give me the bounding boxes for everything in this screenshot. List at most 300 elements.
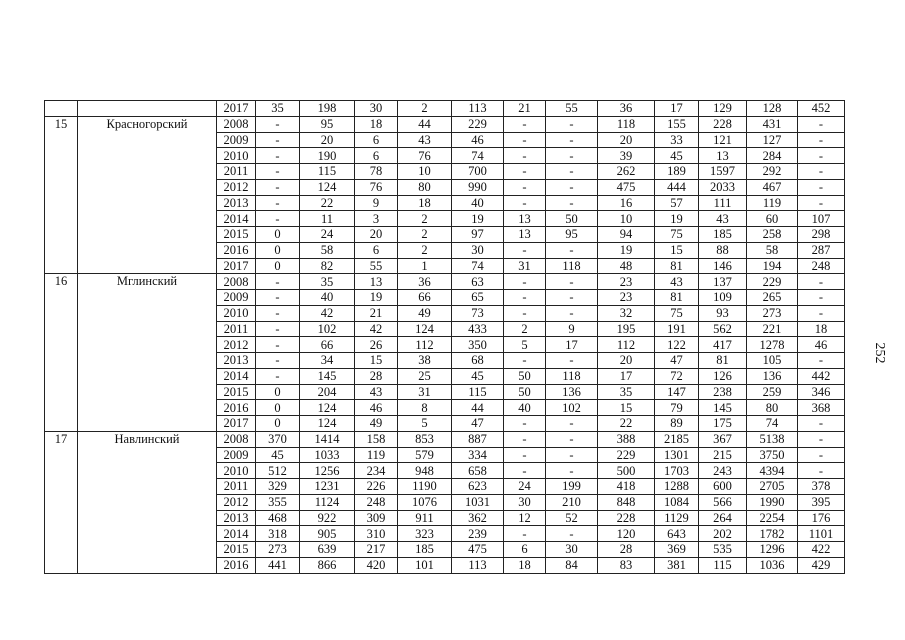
value-cell: 189: [655, 164, 699, 180]
value-cell: 49: [355, 416, 398, 432]
value-cell: 47: [452, 416, 504, 432]
value-cell: 273: [256, 542, 300, 558]
value-cell: 562: [699, 321, 747, 337]
value-cell: -: [256, 274, 300, 290]
value-cell: 13: [699, 148, 747, 164]
value-cell: -: [504, 447, 546, 463]
value-cell: 1190: [398, 479, 452, 495]
value-cell: 26: [355, 337, 398, 353]
value-cell: 658: [452, 463, 504, 479]
district-name-cell: Красногорский: [78, 116, 217, 274]
value-cell: -: [256, 368, 300, 384]
value-cell: 3750: [747, 447, 798, 463]
value-cell: 101: [398, 557, 452, 573]
value-cell: 21: [355, 305, 398, 321]
value-cell: 848: [598, 494, 655, 510]
value-cell: 40: [452, 195, 504, 211]
value-cell: 355: [256, 494, 300, 510]
value-cell: 76: [398, 148, 452, 164]
year-cell: 2012: [217, 494, 256, 510]
value-cell: 292: [747, 164, 798, 180]
value-cell: -: [798, 132, 845, 148]
value-cell: 43: [655, 274, 699, 290]
value-cell: 31: [398, 384, 452, 400]
value-cell: 238: [699, 384, 747, 400]
value-cell: 42: [300, 305, 355, 321]
value-cell: 15: [655, 242, 699, 258]
value-cell: 452: [798, 101, 845, 117]
value-cell: 1703: [655, 463, 699, 479]
value-cell: 82: [300, 258, 355, 274]
year-cell: 2014: [217, 526, 256, 542]
year-cell: 2012: [217, 179, 256, 195]
value-cell: 115: [452, 384, 504, 400]
value-cell: -: [798, 195, 845, 211]
value-cell: 127: [747, 132, 798, 148]
value-cell: 512: [256, 463, 300, 479]
value-cell: 44: [452, 400, 504, 416]
value-cell: 905: [300, 526, 355, 542]
value-cell: 118: [546, 368, 598, 384]
value-cell: 147: [655, 384, 699, 400]
value-cell: 5: [398, 416, 452, 432]
value-cell: 853: [398, 431, 452, 447]
value-cell: 45: [256, 447, 300, 463]
value-cell: 10: [598, 211, 655, 227]
value-cell: 115: [300, 164, 355, 180]
value-cell: 145: [699, 400, 747, 416]
value-cell: 431: [747, 116, 798, 132]
value-cell: 217: [355, 542, 398, 558]
value-cell: 329: [256, 479, 300, 495]
value-cell: 12: [504, 510, 546, 526]
value-cell: 444: [655, 179, 699, 195]
value-cell: -: [256, 321, 300, 337]
value-cell: 50: [504, 368, 546, 384]
value-cell: -: [256, 211, 300, 227]
value-cell: 17: [655, 101, 699, 117]
year-cell: 2017: [217, 258, 256, 274]
year-cell: 2008: [217, 116, 256, 132]
value-cell: 243: [699, 463, 747, 479]
statistics-table-container: [44, 100, 844, 574]
value-cell: 1: [398, 258, 452, 274]
value-cell: -: [504, 242, 546, 258]
year-cell: 2016: [217, 400, 256, 416]
value-cell: -: [546, 274, 598, 290]
value-cell: 334: [452, 447, 504, 463]
value-cell: 46: [355, 400, 398, 416]
year-cell: 2017: [217, 416, 256, 432]
value-cell: 600: [699, 479, 747, 495]
value-cell: 362: [452, 510, 504, 526]
value-cell: 45: [655, 148, 699, 164]
value-cell: 2185: [655, 431, 699, 447]
value-cell: 124: [398, 321, 452, 337]
value-cell: 73: [452, 305, 504, 321]
value-cell: -: [256, 337, 300, 353]
value-cell: 97: [452, 227, 504, 243]
page-number: 252: [872, 342, 887, 364]
value-cell: 190: [300, 148, 355, 164]
value-cell: -: [504, 526, 546, 542]
value-cell: 229: [452, 116, 504, 132]
value-cell: 9: [355, 195, 398, 211]
year-cell: 2009: [217, 447, 256, 463]
value-cell: 388: [598, 431, 655, 447]
value-cell: 1301: [655, 447, 699, 463]
value-cell: 137: [699, 274, 747, 290]
table-row: [45, 116, 845, 132]
value-cell: 20: [355, 227, 398, 243]
value-cell: 94: [598, 227, 655, 243]
value-cell: 248: [798, 258, 845, 274]
value-cell: 287: [798, 242, 845, 258]
value-cell: -: [798, 447, 845, 463]
value-cell: 36: [398, 274, 452, 290]
value-cell: -: [546, 242, 598, 258]
value-cell: 58: [300, 242, 355, 258]
value-cell: 433: [452, 321, 504, 337]
value-cell: 119: [747, 195, 798, 211]
value-cell: 2: [398, 227, 452, 243]
value-cell: 47: [655, 353, 699, 369]
district-number-cell: [45, 101, 78, 117]
value-cell: 643: [655, 526, 699, 542]
value-cell: 43: [355, 384, 398, 400]
value-cell: 18: [504, 557, 546, 573]
value-cell: -: [504, 179, 546, 195]
value-cell: 35: [256, 101, 300, 117]
district-name-cell: Мглинский: [78, 274, 217, 432]
value-cell: 11: [300, 211, 355, 227]
value-cell: 198: [300, 101, 355, 117]
value-cell: 19: [452, 211, 504, 227]
value-cell: 25: [398, 368, 452, 384]
value-cell: -: [504, 274, 546, 290]
value-cell: 229: [598, 447, 655, 463]
value-cell: 50: [504, 384, 546, 400]
value-cell: 381: [655, 557, 699, 573]
value-cell: -: [256, 132, 300, 148]
year-cell: 2014: [217, 368, 256, 384]
value-cell: 4394: [747, 463, 798, 479]
value-cell: -: [798, 463, 845, 479]
value-cell: 1414: [300, 431, 355, 447]
year-cell: 2015: [217, 542, 256, 558]
value-cell: -: [504, 290, 546, 306]
value-cell: -: [504, 164, 546, 180]
value-cell: 417: [699, 337, 747, 353]
value-cell: 129: [699, 101, 747, 117]
value-cell: 2705: [747, 479, 798, 495]
value-cell: 378: [798, 479, 845, 495]
value-cell: 8: [398, 400, 452, 416]
value-cell: -: [504, 305, 546, 321]
value-cell: 31: [504, 258, 546, 274]
year-cell: 2008: [217, 274, 256, 290]
value-cell: 39: [598, 148, 655, 164]
value-cell: 422: [798, 542, 845, 558]
value-cell: 58: [747, 242, 798, 258]
value-cell: 467: [747, 179, 798, 195]
value-cell: 1084: [655, 494, 699, 510]
value-cell: 234: [355, 463, 398, 479]
value-cell: 273: [747, 305, 798, 321]
value-cell: 500: [598, 463, 655, 479]
value-cell: -: [546, 431, 598, 447]
value-cell: 700: [452, 164, 504, 180]
value-cell: 176: [798, 510, 845, 526]
value-cell: -: [504, 353, 546, 369]
year-cell: 2014: [217, 211, 256, 227]
value-cell: -: [798, 431, 845, 447]
value-cell: 65: [452, 290, 504, 306]
value-cell: 535: [699, 542, 747, 558]
value-cell: -: [546, 179, 598, 195]
value-cell: 81: [655, 258, 699, 274]
value-cell: 118: [546, 258, 598, 274]
value-cell: 1101: [798, 526, 845, 542]
value-cell: 1124: [300, 494, 355, 510]
value-cell: 66: [398, 290, 452, 306]
value-cell: 28: [598, 542, 655, 558]
value-cell: 429: [798, 557, 845, 573]
value-cell: 102: [300, 321, 355, 337]
value-cell: 204: [300, 384, 355, 400]
value-cell: 60: [747, 211, 798, 227]
value-cell: 226: [355, 479, 398, 495]
value-cell: 126: [699, 368, 747, 384]
value-cell: 55: [355, 258, 398, 274]
value-cell: 78: [355, 164, 398, 180]
value-cell: 323: [398, 526, 452, 542]
district-name-cell: Навлинский: [78, 431, 217, 573]
value-cell: 5: [504, 337, 546, 353]
value-cell: 34: [300, 353, 355, 369]
value-cell: 229: [747, 274, 798, 290]
value-cell: 22: [300, 195, 355, 211]
value-cell: -: [798, 164, 845, 180]
value-cell: 30: [546, 542, 598, 558]
value-cell: 0: [256, 258, 300, 274]
value-cell: 79: [655, 400, 699, 416]
value-cell: -: [504, 132, 546, 148]
value-cell: 284: [747, 148, 798, 164]
value-cell: 30: [504, 494, 546, 510]
value-cell: 44: [398, 116, 452, 132]
value-cell: 2: [398, 211, 452, 227]
value-cell: 55: [546, 101, 598, 117]
value-cell: -: [798, 116, 845, 132]
value-cell: 102: [546, 400, 598, 416]
value-cell: 475: [452, 542, 504, 558]
year-cell: 2011: [217, 321, 256, 337]
value-cell: 1033: [300, 447, 355, 463]
value-cell: 17: [598, 368, 655, 384]
value-cell: 6: [355, 148, 398, 164]
value-cell: 2: [398, 101, 452, 117]
value-cell: 112: [598, 337, 655, 353]
value-cell: 1129: [655, 510, 699, 526]
value-cell: 32: [598, 305, 655, 321]
value-cell: 81: [699, 353, 747, 369]
value-cell: 84: [546, 557, 598, 573]
table-row: [45, 274, 845, 290]
value-cell: 6: [504, 542, 546, 558]
value-cell: 442: [798, 368, 845, 384]
value-cell: 264: [699, 510, 747, 526]
value-cell: 46: [798, 337, 845, 353]
value-cell: 17: [546, 337, 598, 353]
value-cell: 15: [355, 353, 398, 369]
value-cell: 0: [256, 227, 300, 243]
value-cell: 72: [655, 368, 699, 384]
value-cell: -: [546, 164, 598, 180]
value-cell: 122: [655, 337, 699, 353]
value-cell: -: [798, 416, 845, 432]
value-cell: 136: [546, 384, 598, 400]
value-cell: 89: [655, 416, 699, 432]
value-cell: 28: [355, 368, 398, 384]
value-cell: 2033: [699, 179, 747, 195]
value-cell: -: [504, 416, 546, 432]
value-cell: 210: [546, 494, 598, 510]
value-cell: 80: [747, 400, 798, 416]
value-cell: 21: [504, 101, 546, 117]
value-cell: 199: [546, 479, 598, 495]
value-cell: -: [546, 305, 598, 321]
value-cell: 18: [355, 116, 398, 132]
value-cell: -: [798, 179, 845, 195]
year-cell: 2011: [217, 164, 256, 180]
value-cell: -: [504, 463, 546, 479]
year-cell: 2011: [217, 479, 256, 495]
value-cell: 124: [300, 416, 355, 432]
value-cell: 74: [452, 258, 504, 274]
value-cell: 23: [598, 274, 655, 290]
district-number-cell: 16: [45, 274, 78, 432]
value-cell: -: [256, 148, 300, 164]
value-cell: -: [546, 132, 598, 148]
value-cell: 990: [452, 179, 504, 195]
value-cell: -: [504, 431, 546, 447]
table-row: [45, 101, 845, 117]
value-cell: 309: [355, 510, 398, 526]
value-cell: 0: [256, 400, 300, 416]
value-cell: 948: [398, 463, 452, 479]
value-cell: 13: [504, 211, 546, 227]
value-cell: 155: [655, 116, 699, 132]
value-cell: 350: [452, 337, 504, 353]
value-cell: 68: [452, 353, 504, 369]
value-cell: 1597: [699, 164, 747, 180]
value-cell: 1278: [747, 337, 798, 353]
district-name-cell: [78, 101, 217, 117]
value-cell: -: [504, 195, 546, 211]
value-cell: 63: [452, 274, 504, 290]
value-cell: 370: [256, 431, 300, 447]
value-cell: 1782: [747, 526, 798, 542]
value-cell: 95: [300, 116, 355, 132]
value-cell: 185: [699, 227, 747, 243]
value-cell: 5138: [747, 431, 798, 447]
value-cell: 124: [300, 400, 355, 416]
value-cell: 18: [798, 321, 845, 337]
value-cell: 93: [699, 305, 747, 321]
value-cell: 195: [598, 321, 655, 337]
year-cell: 2010: [217, 305, 256, 321]
value-cell: 0: [256, 384, 300, 400]
table-row: [45, 431, 845, 447]
value-cell: 2254: [747, 510, 798, 526]
value-cell: -: [504, 116, 546, 132]
value-cell: -: [798, 274, 845, 290]
value-cell: 36: [598, 101, 655, 117]
value-cell: 20: [598, 132, 655, 148]
value-cell: 239: [452, 526, 504, 542]
value-cell: 346: [798, 384, 845, 400]
statistics-table: [44, 100, 845, 574]
year-cell: 2013: [217, 195, 256, 211]
value-cell: 119: [355, 447, 398, 463]
value-cell: 121: [699, 132, 747, 148]
value-cell: 475: [598, 179, 655, 195]
value-cell: 50: [546, 211, 598, 227]
year-cell: 2010: [217, 463, 256, 479]
value-cell: 911: [398, 510, 452, 526]
value-cell: -: [798, 305, 845, 321]
value-cell: 23: [598, 290, 655, 306]
value-cell: 19: [355, 290, 398, 306]
value-cell: 24: [504, 479, 546, 495]
value-cell: 75: [655, 305, 699, 321]
value-cell: -: [256, 353, 300, 369]
value-cell: 76: [355, 179, 398, 195]
district-number-cell: 17: [45, 431, 78, 573]
value-cell: 113: [452, 557, 504, 573]
value-cell: 49: [398, 305, 452, 321]
value-cell: 579: [398, 447, 452, 463]
value-cell: 19: [598, 242, 655, 258]
value-cell: 639: [300, 542, 355, 558]
value-cell: -: [798, 353, 845, 369]
value-cell: 185: [398, 542, 452, 558]
year-cell: 2015: [217, 227, 256, 243]
value-cell: 623: [452, 479, 504, 495]
value-cell: 228: [598, 510, 655, 526]
value-cell: 112: [398, 337, 452, 353]
value-cell: 3: [355, 211, 398, 227]
value-cell: 2: [504, 321, 546, 337]
value-cell: 43: [398, 132, 452, 148]
value-cell: 318: [256, 526, 300, 542]
district-number-cell: 15: [45, 116, 78, 274]
value-cell: 20: [598, 353, 655, 369]
value-cell: 40: [300, 290, 355, 306]
value-cell: 24: [300, 227, 355, 243]
value-cell: 48: [598, 258, 655, 274]
value-cell: -: [256, 195, 300, 211]
value-cell: 202: [699, 526, 747, 542]
value-cell: 115: [699, 557, 747, 573]
value-cell: 80: [398, 179, 452, 195]
value-cell: 0: [256, 416, 300, 432]
value-cell: 16: [598, 195, 655, 211]
value-cell: -: [256, 179, 300, 195]
value-cell: 22: [598, 416, 655, 432]
value-cell: 1288: [655, 479, 699, 495]
